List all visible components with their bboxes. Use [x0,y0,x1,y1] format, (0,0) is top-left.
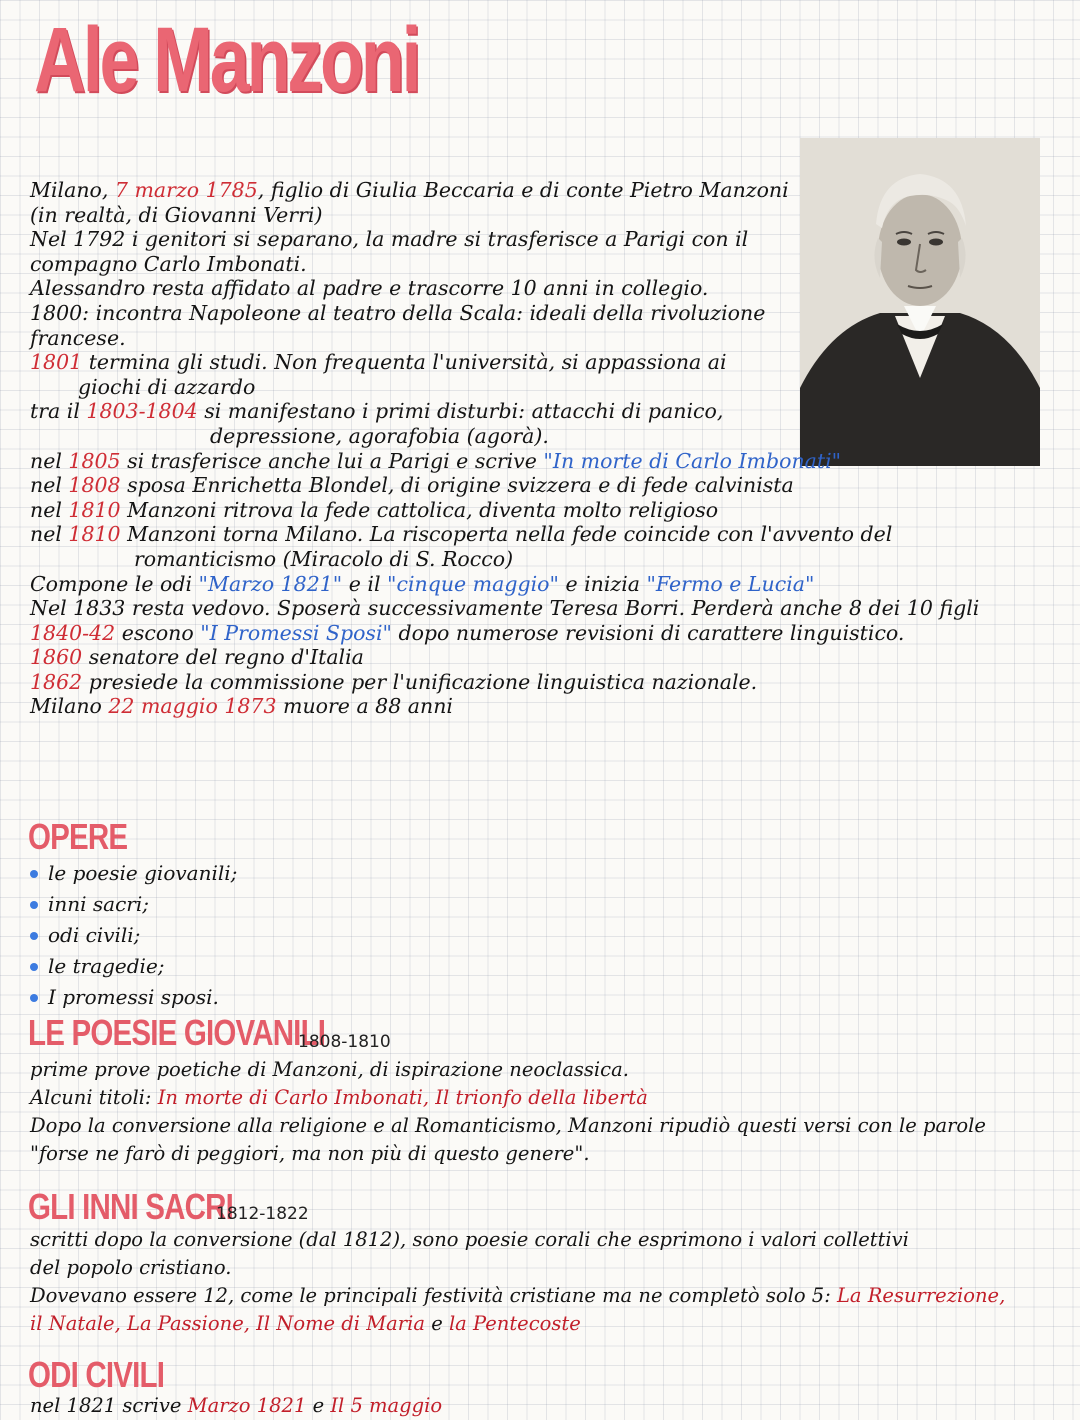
bio-line: 1840-42 escono "I Promessi Sposi" dopo numerose revisioni di carattere linguistico. [30,620,905,645]
bio-line: Milano 22 maggio 1873 muore a 88 anni [30,694,453,719]
bullet-icon [30,932,38,940]
bio-line: Nel 1792 i genitori si separano, la madre si trasferisce a Parigi con il [30,227,749,252]
bio-line: Alessandro resta affidato al padre e trascorre 10 anni in collegio. [30,276,709,301]
bio-line: 1801 termina gli studi. Non frequenta l'università, si appassiona ai [30,350,727,375]
bio-line: romanticismo (Miracolo di S. Rocco) [134,546,514,571]
page-title: Ale Manzoni [34,9,419,111]
bio-line: Milano, 7 marzo 1785, figlio di Giulia Beccaria e di conte Pietro Manzoni [30,178,789,202]
poesie-text: prime prove poetiche di Manzoni, di ispirazione neoclassica. Alcuni titoli: In morte di Carlo Imbonati, Il trionfo della libertà Dopo la conversione alla religione e al Romanticismo, Manzoni ripudiò questi versi con le parole "forse ne farò di peggiori, ma non più di questo genere". [30,1058,986,1165]
bio-line: 1800: incontra Napoleone al teatro della Scala: ideali della rivoluzione [30,300,766,325]
bio-line: nel 1810 Manzoni ritrova la fede cattolica, diventa molto religioso [30,497,719,522]
odi-heading: ODI CIVILI [28,1354,165,1395]
opere-heading: OPERE [28,816,128,857]
list-item: le poesie giovanili; [30,858,237,889]
bio-line: nel 1808 sposa Enrichetta Blondel, di origine svizzera e di fede calvinista [30,473,794,498]
inni-heading: GLI INNI SACRI [28,1186,234,1227]
odi-text: nel 1821 scrive Marzo 1821 e Il 5 maggio [30,1394,443,1417]
inni-years: 1812-1822 [216,1204,309,1224]
bio-line: (in realtà, di Giovanni Verri) [30,202,323,227]
bullet-icon [30,963,38,971]
bio-line: depressione, agorafobia (agorà). [210,423,549,448]
bio-line: giochi di azzardo [78,374,256,399]
bio-line: nel 1805 si trasferisce anche lui a Parigi e scrive "In morte di Carlo Imbonati" [30,448,842,473]
bio-line: Compone le odi "Marzo 1821" e il "cinque maggio" e inizia "Fermo e Lucia" [30,571,815,596]
bullet-icon [30,870,38,878]
inni-text: scritti dopo la conversione (dal 1812), sono poesie corali che esprimono i valori collettivi del popolo cristiano. Dovevano essere 12, come le principali festività cristiane ma ne completò solo 5: La Resurrezione, il Natale, La Passione, Il Nome di Maria e la Pentecoste [30,1228,1006,1335]
bio-line: tra il 1803-1804 si manifestano i primi disturbi: attacchi di panico, [30,399,724,424]
list-item: le tragedie; [30,951,237,982]
bullet-icon [30,994,38,1002]
poesie-heading: LE POESIE GIOVANILI [28,1012,326,1053]
bio-line: francese. [30,325,126,350]
bio-line: Nel 1833 resta vedovo. Sposerà successivamente Teresa Borri. Perderà anche 8 dei 10 figli [30,596,980,621]
bullet-icon [30,901,38,909]
opere-list [30,858,237,1013]
list-item: I promessi sposi. [30,982,237,1013]
list-item: odi civili; [30,920,237,951]
list-item: inni sacri; [30,889,237,920]
biography [30,178,1060,719]
bio-line: compagno Carlo Imbonati. [30,251,307,276]
bio-line: 1860 senatore del regno d'Italia [30,645,364,670]
bio-line: nel 1810 Manzoni torna Milano. La riscoperta nella fede coincide con l'avvento del [30,522,893,547]
poesie-years: 1808-1810 [298,1032,391,1052]
bio-line: 1862 presiede la commissione per l'unificazione linguistica nazionale. [30,669,758,694]
